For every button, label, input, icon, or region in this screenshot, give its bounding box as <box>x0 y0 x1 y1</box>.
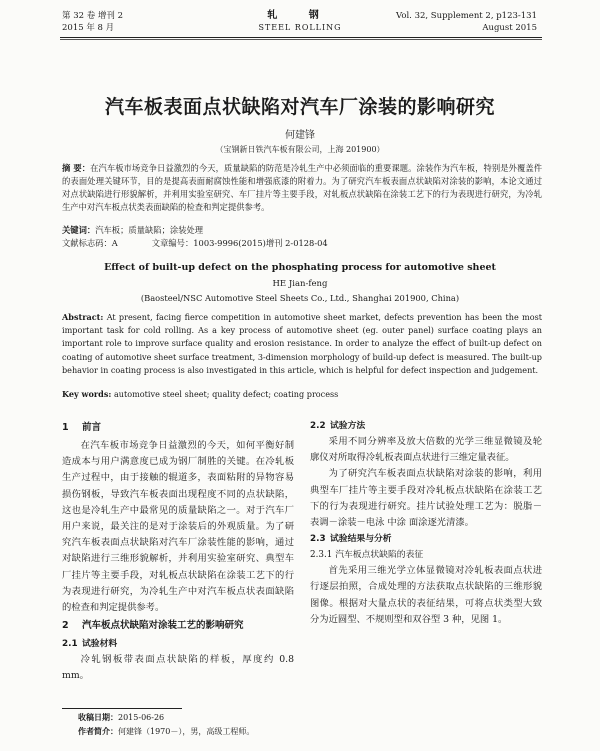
subsection-heading <box>310 418 542 434</box>
subsection-title: 试验结果与分析 <box>330 534 392 545</box>
subsection-number: 2.1 <box>62 639 78 650</box>
subsection-number: 2.3 <box>310 534 326 545</box>
header-rule <box>60 37 542 38</box>
subsection-title: 试验材料 <box>82 639 118 650</box>
subsubsection-title: 汽车板点状缺陷的表征 <box>335 550 424 561</box>
english-title: Effect of built-up defect on the phosphating process for automotive sheet <box>104 262 496 273</box>
paragraph: 冷轧钢板带表面点状缺陷的样板，厚度约 0.8 mm。 <box>62 654 294 682</box>
english-keywords-text: automotive steel sheet; quality defect; coating process <box>113 389 339 399</box>
keywords-text: 汽车板；质量缺陷；涂装处理 <box>95 225 204 235</box>
section-title: 前言 <box>82 422 102 433</box>
subsection-heading <box>310 531 542 547</box>
author-name: 何建锋 <box>285 130 315 141</box>
english-affiliation: (Baosteel/NSC Automotive Steel Sheets Co., Ltd., Shanghai 201900, China) <box>140 293 460 303</box>
section-number: 1 <box>62 422 69 433</box>
author-bio: 何建锋（1970－），男，高级工程师。 <box>118 727 255 736</box>
section-number: 2 <box>62 620 69 632</box>
subsubsection-number: 2.3.1 <box>310 550 333 561</box>
english-abstract-label: Abstract: <box>62 312 104 322</box>
body-column-right <box>310 418 542 628</box>
chinese-keywords <box>62 224 542 237</box>
volume-issue: 第 32 卷 增刊 2 <box>62 11 124 21</box>
footnote-author <box>78 726 254 738</box>
keywords-label: 关键词： <box>62 225 96 235</box>
english-author: HE Jian-feng <box>272 279 328 289</box>
received-label: 收稿日期： <box>78 713 118 722</box>
section-heading <box>62 618 294 634</box>
body-column-left <box>62 418 294 685</box>
footnote-rule <box>62 708 182 709</box>
english-abstract-text: At present, facing fierce competition in automotive sheet market, defects prevention has been the most important task for cold rolling. As a key process of automotive sheet (eg. outer panel) surface coating plays an important role to improve surface quality and erosion resistance. In order to analyze the effect of built-up defect on coating of automotive sheet surface treatment, 3-dimension morphology of build-up defect is measured. The built-up behavior in coating process is also investigated in this article, which is helpful for defect inspection and judgement. <box>62 312 543 375</box>
footnote-received <box>78 712 164 724</box>
issue-date: 2015 年 8 月 <box>62 23 115 33</box>
paragraph: 首先采用三维光学立体显微镜对冷轧板表面点状进行逐层拍照，合成处理的方法获取点状缺陷的三维形貌图像。根据对大量点状的表征结果，可将点状类型大致分为近圆型、不规则型和双谷型 3 种，见图 1。 <box>310 565 542 625</box>
subsection-title: 试验方法 <box>330 421 366 431</box>
document-code: 文献标志码：A <box>62 238 118 248</box>
header-rule-thin <box>60 39 542 40</box>
section-title: 汽车板点状缺陷对涂装工艺的影响研究 <box>82 620 244 632</box>
english-keywords-label: Key words: <box>62 389 112 399</box>
subsection-number: 2.2 <box>310 421 326 431</box>
english-abstract <box>62 311 542 377</box>
subsubsection-heading <box>310 547 542 563</box>
paper-title: 汽车板表面点状缺陷对汽车厂涂装的影响研究 <box>104 96 495 118</box>
abstract-text: 在汽车板市场竞争日益激烈的今天，质量缺陷的防范是冷轧生产中必须面临的重要课题。涂装作为汽车板，特别是外覆盖件的表面处理关键环节，目的是提高表面耐腐蚀性能和增强底漆的附着力。为了研究汽车板表面点状缺陷对涂装的影响，本论文通过对点状缺陷进行形貌解析，并利用实验室研究、车厂挂片等主要手段，对轧板点状缺陷在涂装工艺下的行为表现进行研究，为冷轧生产中对汽车板点状类表面缺陷的检查和判定提供参考。 <box>62 163 542 212</box>
journal-name-zh: 轧 钢 <box>267 10 333 21</box>
author-bio-label: 作者简介： <box>78 727 118 736</box>
chinese-abstract <box>62 162 542 214</box>
paragraph: 采用不同分辨率及放大倍数的光学三维显微镜及轮廓仪对所取得冷轧板表面点状进行三维定量表征。 <box>310 436 542 464</box>
subsection-heading <box>62 636 294 652</box>
author-affiliation: （宝钢新日铁汽车板有限公司，上海 201900） <box>215 145 385 154</box>
journal-name-en: STEEL ROLLING <box>258 23 342 32</box>
volume-pages-en: Vol. 32, Supplement 2, p123-131 <box>395 11 537 21</box>
header-right <box>396 10 537 34</box>
article-number: 文章编号：1003-9996(2015)增刊 2-0128-04 <box>151 238 328 248</box>
received-date: 2015-06-26 <box>118 713 165 722</box>
document-codes <box>62 237 542 250</box>
abstract-label: 摘 要： <box>62 163 91 173</box>
paragraph: 在汽车板市场竞争日益激烈的今天，如何平衡好制造成本与用户满意度已成为钢厂制胜的关键。在冷轧板生产过程中，由于接触的辊道多，表面粘附的异物容易损伤钢板，导致汽车板表面出现程度不同的点状缺陷，这也是冷轧生产中最常见的质量缺陷之一。对于汽车厂用户来说，最关注的是对于涂装后的外观质量。为了研究汽车板表面点状缺陷对汽车厂涂装性能的影响，通过对缺陷进行三维形貌解析，并利用实验室研究、典型车厂挂片等主要手段，对轧板点状缺陷在涂装工艺下的行为表现进行研究，为冷轧生产中对汽车板点状表面缺陷的检查和判定提供参考。 <box>62 440 294 614</box>
paragraph: 为了研究汽车板表面点状缺陷对涂装的影响，利用典型车厂挂片等主要手段对冷轧板点状缺陷在涂装工艺下的行为表现进行研究。挂片试验处理工艺为：脱脂－表调－涂装－电泳 中涂 面涂逐光清漆。 <box>310 468 542 529</box>
running-header <box>0 10 600 50</box>
english-keywords <box>62 388 542 401</box>
section-heading <box>62 420 294 436</box>
issue-date-en: August 2015 <box>482 23 537 33</box>
